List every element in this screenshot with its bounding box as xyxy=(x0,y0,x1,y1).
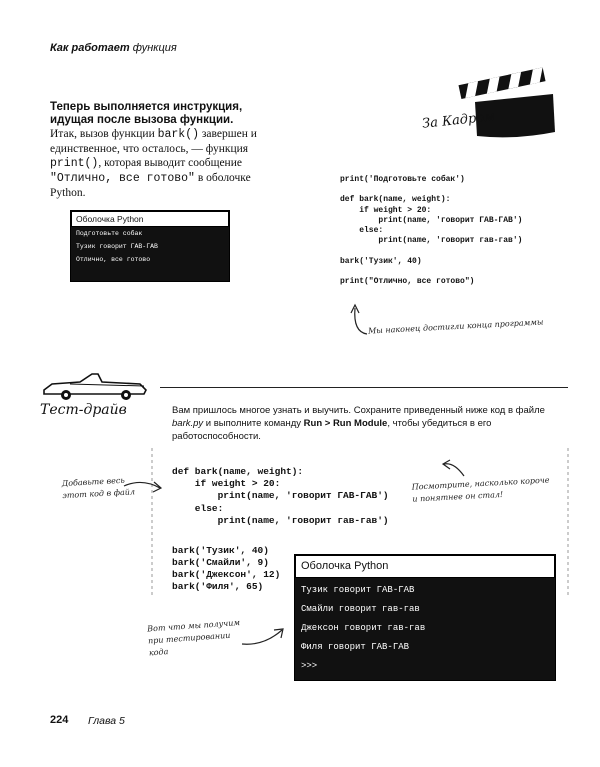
code-line xyxy=(340,246,522,256)
code-line: print("Отлично, все готово") xyxy=(340,277,475,287)
testdrive-divider xyxy=(160,387,568,388)
intro-text-4: в оболочке Python. xyxy=(50,172,251,199)
chapter-label: Глава 5 xyxy=(88,715,125,727)
note-result: Вот что мы получим при тестировании кода xyxy=(146,618,241,658)
code-line: print(name, 'говорит гав-гав') xyxy=(340,236,523,246)
code-line: else: xyxy=(172,502,224,514)
page-number: 224 xyxy=(50,714,69,726)
testdrive-text-2: и выполните команду xyxy=(205,418,302,429)
code-block-top xyxy=(340,175,522,287)
code-line xyxy=(340,267,522,277)
code-block-def xyxy=(172,466,389,527)
shell-big-title: Оболочка Python xyxy=(295,555,555,578)
note-add-code: Добавьте весь этот код в файл xyxy=(61,475,136,501)
code-line: bark('Смайли', 9) xyxy=(172,557,269,568)
intro-text-3: , которая выводит сообщение xyxy=(98,157,242,169)
code-bracket xyxy=(148,448,158,598)
headline: Теперь выполняется инструкция, идущая после вызова функции. xyxy=(50,101,243,126)
code-block-calls xyxy=(172,545,280,593)
shell-small-title: Оболочка Python xyxy=(71,211,229,227)
code-line: else: xyxy=(340,226,384,236)
code-line: bark('Тузик', 40) xyxy=(172,545,269,556)
code-line: if weight > 20: xyxy=(340,205,432,215)
testdrive-text-1: Вам пришлось многое узнать и выучить. Сохраните приведенный ниже код в файле xyxy=(172,405,545,416)
code-line: print(name, 'говорит ГАВ-ГАВ') xyxy=(340,215,523,225)
code-line: bark('Джексон', 12) xyxy=(172,569,281,580)
code-line: print(name, 'говорит ГАВ-ГАВ') xyxy=(172,490,389,502)
shell-big-line: Джексон говорит гав-гав xyxy=(301,623,426,633)
clapper-label: За Кадром xyxy=(421,109,496,132)
intro-code-print: print() xyxy=(50,157,99,170)
code-line: def bark(name, weight): xyxy=(340,195,451,205)
intro-code-msg: "Отлично, все готово" xyxy=(50,172,195,185)
shell-small-line: Тузик говорит ГАВ-ГАВ xyxy=(76,243,158,250)
code-bracket-right xyxy=(564,448,572,598)
code-line: print('Подготовьте собак') xyxy=(340,175,465,184)
code-line: print(name, 'говорит гав-гав') xyxy=(172,514,389,526)
shell-small-line: Подготовьте собак xyxy=(76,230,143,237)
python-shell-big xyxy=(294,554,556,681)
shell-big-line: Филя говорит ГАВ-ГАВ xyxy=(301,642,410,652)
note-end-of-program: Мы наконец достигли конца программы xyxy=(367,317,544,336)
shell-big-line: Тузик говорит ГАВ-ГАВ xyxy=(301,585,415,595)
intro-text-2: завершен и единственное, что осталось, — функция xyxy=(50,128,257,155)
testdrive-file: bark.py xyxy=(172,418,204,429)
arrow-right-icon xyxy=(120,476,168,498)
car-icon xyxy=(40,370,150,402)
intro-paragraph xyxy=(50,127,280,200)
arrow-result-icon xyxy=(238,624,290,650)
shell-small-line: Отлично, все готово xyxy=(76,256,151,263)
code-line: bark('Филя', 65) xyxy=(172,581,264,592)
code-line: def bark(name, weight): xyxy=(172,466,304,477)
code-line: bark('Тузик', 40) xyxy=(340,256,422,266)
header-rest: функция xyxy=(132,42,177,54)
running-header xyxy=(50,42,177,54)
arrow-upleft-icon xyxy=(440,458,470,480)
code-line: if weight > 20: xyxy=(172,478,281,490)
testdrive-label: Тест-драйв xyxy=(40,402,127,418)
code-line xyxy=(340,185,522,195)
shell-big-prompt: >>> xyxy=(301,661,318,671)
testdrive-cmd: Run > Run Module xyxy=(303,418,388,429)
python-shell-small xyxy=(70,210,230,282)
header-bold: Как работает xyxy=(50,42,130,54)
shell-big-line: Смайли говорит гав-гав xyxy=(301,604,420,614)
clapperboard-icon xyxy=(455,62,560,142)
testdrive-text xyxy=(172,404,552,443)
testdrive-text-3: , чтобы убедиться в его работоспособности. xyxy=(172,418,492,442)
intro-code-bark: bark() xyxy=(157,128,200,141)
note-shorter: Посмотрите, насколько короче и понятнее он стал! xyxy=(411,475,550,504)
intro-text-1: Итак, вызов функции xyxy=(50,128,155,140)
